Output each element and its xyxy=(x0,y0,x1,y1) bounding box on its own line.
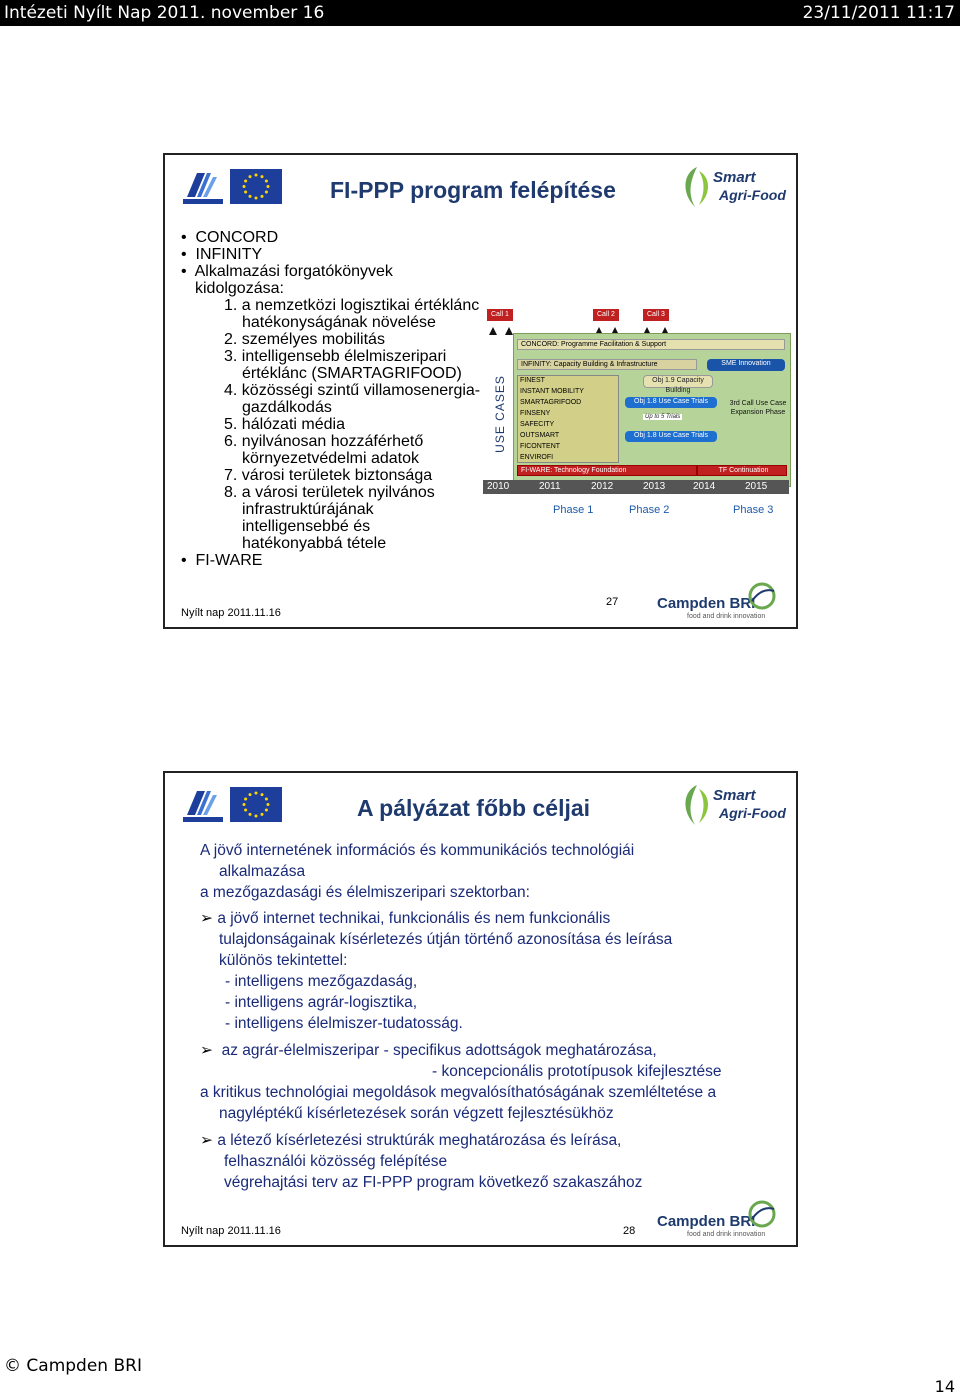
logo-agrifood: Agri-Food xyxy=(719,805,786,821)
slide-footer-date: Nyílt nap 2011.11.16 xyxy=(181,607,281,619)
bullet-fiware: • FI-WARE xyxy=(181,552,263,569)
call-2-label: Call 2 xyxy=(593,309,619,321)
campden-swoosh-icon xyxy=(747,1199,777,1229)
body-line: nagyléptékű kísérletezések során végzett fejlesztésükhöz xyxy=(219,1105,614,1122)
concord-bar: CONCORD: Programme Facilitation & Support xyxy=(517,339,785,350)
fp7-logo xyxy=(181,167,225,207)
campden-tagline: food and drink innovation xyxy=(687,613,766,620)
arrow-bullet-icon: ➢ xyxy=(200,1132,213,1149)
slide2-body xyxy=(200,840,796,1193)
body-line: - intelligens agrár-logisztika, xyxy=(225,994,418,1011)
footer-copyright: © Campden BRI xyxy=(4,1356,142,1376)
tf-continuation-bar: TF Continuation xyxy=(697,465,787,476)
phase-3: Phase 3 xyxy=(733,504,774,516)
arrow-bullet-icon: ➢ xyxy=(200,910,213,927)
year-2010: 2010 xyxy=(487,481,510,492)
year-2013: 2013 xyxy=(643,481,666,492)
year-bar xyxy=(483,480,789,494)
goal-3: ➢ a létező kísérletezési struktúrák meghatározása és leírása, xyxy=(200,1132,622,1149)
obj-1-8-box-b: Obj 1.8 Use Case Trials xyxy=(625,431,717,442)
call-1-label: Call 1 xyxy=(487,309,513,321)
project-ficontent: FICONTENT xyxy=(520,443,561,450)
eu-flag-icon xyxy=(230,169,282,204)
scenario-item: 8. a városi területek nyilvános infrastruktúrájának intelligensebbé és hatékonyabbá tétele xyxy=(224,484,435,552)
year-2015: 2015 xyxy=(745,481,768,492)
scenario-item: 7. városi területek biztonsága xyxy=(224,467,433,484)
arrow-bullet-icon: ➢ xyxy=(200,1042,213,1059)
sme-innovation-box: SME Innovation xyxy=(707,359,785,371)
year-2014: 2014 xyxy=(693,481,716,492)
campden-tagline: food and drink innovation xyxy=(687,1231,766,1238)
slide1-content xyxy=(181,229,481,569)
phase-2: Phase 2 xyxy=(629,504,670,516)
logo-smart: Smart xyxy=(713,787,756,804)
logo-smart: Smart xyxy=(713,169,756,186)
campden-swoosh-icon xyxy=(747,581,777,611)
obj-1-9-box: Obj 1.9 Capacity Building xyxy=(643,375,713,388)
eu-flag-icon xyxy=(230,787,282,822)
campden-name: Campden BRI xyxy=(657,595,756,612)
header-timestamp: 23/11/2011 11:17 xyxy=(802,3,955,23)
phase-1: Phase 1 xyxy=(553,504,594,516)
call-3-label: Call 3 xyxy=(643,309,669,321)
body-line: a mezőgazdasági és élelmiszeripari szektorban: xyxy=(200,884,530,901)
scenario-item: 4. közösségi szintű villamosenergia-gazdálkodás xyxy=(224,382,481,416)
leaf-icon xyxy=(677,781,717,829)
slide-title: FI-PPP program felépítése xyxy=(330,177,616,203)
body-line: - intelligens mezőgazdaság, xyxy=(225,973,418,990)
header-title: Intézeti Nyílt Nap 2011. november 16 xyxy=(4,3,325,23)
year-2012: 2012 xyxy=(591,481,614,492)
body-line: különös tekintettel: xyxy=(219,952,348,969)
slide-page-number: 27 xyxy=(606,596,619,608)
scenario-item: 2. személyes mobilitás xyxy=(224,331,385,348)
scenario-item: 1. a nemzetközi logisztikai értéklánc hatékonyságának növelése xyxy=(224,297,480,331)
obj-1-8-box-a: Obj 1.8 Use Case Trials xyxy=(625,397,717,408)
third-call-box: 3rd Call Use Case Expansion Phase xyxy=(729,400,787,416)
scenario-item: 5. hálózati média xyxy=(224,416,345,433)
use-cases-label: USE CASES xyxy=(492,375,507,453)
up-to-trials-label: Up to 5 Trials xyxy=(645,414,681,420)
document-header xyxy=(0,0,960,26)
scenario-item: 6. nyilvánosan hozzáférhető környezetvédelmi adatok xyxy=(224,433,424,467)
body-line: tulajdonságainak kísérletezés útján történő azonosítása és leírása xyxy=(219,931,673,948)
project-finseny: FINSENY xyxy=(520,410,551,417)
goal-1: ➢ a jövő internet technikai, funkcionális és nem funkcionális xyxy=(200,910,611,927)
project-finest: FINEST xyxy=(520,377,545,384)
project-smartagrifood: SMARTAGRIFOOD xyxy=(520,399,582,406)
project-envirofi: ENVIROFI xyxy=(520,454,554,461)
infinity-bar: INFINITY: Capacity Building & Infrastructure xyxy=(517,359,697,370)
body-line: A jövő internetének információs és kommunikációs technológiái xyxy=(200,842,635,859)
goal-2: ➢ az agrár-élelmiszeripar - specifikus adottságok meghatározása, xyxy=(200,1042,657,1059)
body-line: alkalmazása xyxy=(219,863,306,880)
smart-agrifood-logo xyxy=(677,163,787,213)
leaf-icon xyxy=(677,163,717,211)
smart-agrifood-logo xyxy=(677,781,787,831)
bullet-concord: • CONCORD xyxy=(181,229,279,246)
logo-agrifood: Agri-Food xyxy=(719,187,786,203)
campden-name: Campden BRI xyxy=(657,1213,756,1230)
fiware-bar: FI-WARE: Technology Foundation xyxy=(517,465,697,476)
body-line: - intelligens élelmiszer-tudatosság. xyxy=(225,1015,463,1032)
scenario-list xyxy=(181,297,481,552)
body-line: - koncepcionális prototípusok kifejlesztése xyxy=(432,1063,722,1080)
year-2011: 2011 xyxy=(539,481,561,492)
campden-bri-logo xyxy=(657,579,787,623)
slide-28 xyxy=(163,771,798,1247)
slide-title: A pályázat főbb céljai xyxy=(357,795,591,821)
slide-27 xyxy=(163,153,798,629)
bullet-infinity: • INFINITY xyxy=(181,246,263,263)
bullet-scenarios: • Alkalmazási forgatókönyvek kidolgozása: xyxy=(181,263,393,297)
fp7-logo xyxy=(181,785,225,825)
project-outsmart: OUTSMART xyxy=(520,432,560,439)
scenario-item: 3. intelligensebb élelmiszeripari értéklánc (SMARTAGRIFOOD) xyxy=(224,348,462,382)
slide-footer-date: Nyílt nap 2011.11.16 xyxy=(181,1225,281,1237)
campden-bri-logo xyxy=(657,1197,787,1241)
body-line: végrehajtási terv az FI-PPP program következő szakaszához xyxy=(224,1174,643,1191)
footer-page-number: 14 xyxy=(934,1377,955,1396)
project-instant-mobility: INSTANT MOBILITY xyxy=(520,388,584,395)
fi-ppp-timeline-diagram xyxy=(483,303,789,525)
project-safecity: SAFECITY xyxy=(520,421,555,428)
body-line: a kritikus technológiai megoldások megvalósíthatóságának szemléltetése a xyxy=(200,1084,717,1101)
slide-page-number: 28 xyxy=(623,1225,636,1237)
body-line: felhasználói közösség felépítése xyxy=(224,1153,448,1170)
